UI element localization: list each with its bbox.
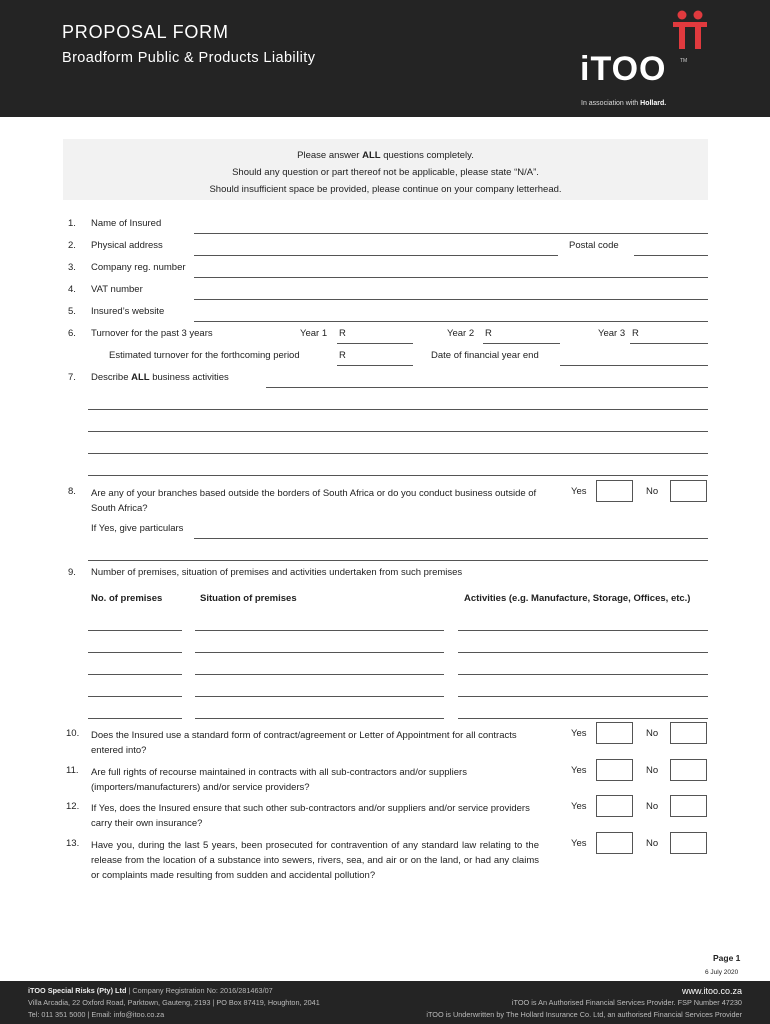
q5-number: 5. bbox=[68, 306, 76, 317]
footer-company: iTOO Special Risks (Pty) Ltd | Company Registration No: 2016/281463/07 bbox=[28, 986, 273, 995]
instruction-line-1: Please answer ALL questions completely. bbox=[297, 150, 474, 161]
q11-no-label: No bbox=[646, 765, 659, 776]
col-situation-of-premises: Situation of premises bbox=[200, 593, 297, 604]
q13-no-checkbox[interactable] bbox=[670, 832, 707, 854]
q10-no-checkbox[interactable] bbox=[670, 722, 707, 744]
q2-label: Physical address bbox=[91, 240, 163, 251]
q8-number: 8. bbox=[68, 486, 76, 497]
year1-label: Year 1 bbox=[300, 328, 328, 339]
q8-yes-checkbox[interactable] bbox=[596, 480, 633, 502]
vat-number-field[interactable] bbox=[194, 299, 708, 300]
estimated-currency: R bbox=[339, 350, 346, 361]
association-text: In association with Hollard. bbox=[581, 100, 667, 107]
footer-website[interactable]: www.itoo.co.za bbox=[681, 986, 742, 996]
premises-situation-field[interactable] bbox=[195, 674, 444, 675]
q4-label: VAT number bbox=[91, 284, 143, 295]
footer bbox=[0, 981, 770, 1024]
q8-label: Are any of your branches based outside the borders of South Africa or do you conduct business outside of South Africa? bbox=[91, 488, 537, 514]
year3-currency: R bbox=[632, 328, 639, 339]
premises-no-field[interactable] bbox=[88, 630, 182, 631]
premises-no-field[interactable] bbox=[88, 652, 182, 653]
q13-number: 13. bbox=[66, 838, 80, 849]
q12-label: If Yes, does the Insured ensure that such other sub-contractors and/or suppliers and/or service providers carry their own insurance? bbox=[91, 803, 530, 829]
company-reg-number-field[interactable] bbox=[194, 277, 708, 278]
itoo-logo bbox=[580, 8, 710, 112]
year1-turnover-field[interactable] bbox=[337, 343, 413, 344]
fy-end-field[interactable] bbox=[560, 365, 708, 366]
business-activities-line[interactable] bbox=[88, 409, 708, 410]
page-number: Page 1 bbox=[713, 953, 741, 963]
name-of-insured-field[interactable] bbox=[194, 233, 708, 234]
q13-no-label: No bbox=[646, 838, 659, 849]
premises-situation-field[interactable] bbox=[195, 696, 444, 697]
q6-number: 6. bbox=[68, 328, 76, 339]
premises-activities-field[interactable] bbox=[458, 718, 708, 719]
year1-currency: R bbox=[339, 328, 346, 339]
q11-yes-checkbox[interactable] bbox=[596, 759, 633, 781]
q11-yes-label: Yes bbox=[571, 765, 587, 776]
logo-wordmark: iTOO bbox=[580, 50, 667, 88]
page-date: 6 July 2020 bbox=[705, 969, 739, 976]
business-activities-line[interactable] bbox=[88, 431, 708, 432]
business-activities-field[interactable] bbox=[266, 387, 708, 388]
premises-activities-field[interactable] bbox=[458, 674, 708, 675]
col-activities: Activities (e.g. Manufacture, Storage, Offices, etc.) bbox=[464, 593, 691, 604]
q9-label: Number of premises, situation of premises and activities undertaken from such premises bbox=[91, 567, 463, 578]
q8-no-label: No bbox=[646, 486, 659, 497]
physical-address-field[interactable] bbox=[194, 255, 558, 256]
q10-number: 10. bbox=[66, 728, 80, 739]
q11-number: 11. bbox=[66, 765, 79, 776]
q5-label: Insured’s website bbox=[91, 306, 165, 317]
logo-trademark: TM bbox=[680, 58, 688, 64]
form-subtitle: Broadform Public & Products Liability bbox=[62, 50, 316, 66]
q10-label: Does the Insured use a standard form of contract/agreement or Letter of Appointment for all contracts entered into? bbox=[91, 730, 517, 756]
q6-label: Turnover for the past 3 years bbox=[91, 328, 213, 339]
business-activities-line[interactable] bbox=[88, 475, 708, 476]
q10-no-label: No bbox=[646, 728, 659, 739]
q8-no-checkbox[interactable] bbox=[670, 480, 707, 502]
header-banner bbox=[0, 0, 770, 117]
footer-address: Villa Arcadia, 22 Oxford Road, Parktown, Gauteng, 2193 | PO Box 87419, Houghton, 2041 bbox=[28, 998, 320, 1007]
particulars-line[interactable] bbox=[88, 560, 708, 561]
year2-currency: R bbox=[485, 328, 492, 339]
fy-end-label: Date of financial year end bbox=[431, 350, 539, 361]
particulars-field[interactable] bbox=[194, 538, 708, 539]
estimated-turnover-field[interactable] bbox=[337, 365, 413, 366]
col-no-of-premises: No. of premises bbox=[91, 593, 163, 604]
business-activities-line[interactable] bbox=[88, 453, 708, 454]
year3-label: Year 3 bbox=[598, 328, 626, 339]
instructions-box bbox=[63, 139, 708, 200]
footer-underwritten: iTOO is Underwritten by The Hollard Insurance Co. Ltd, an authorised Financial Services Provider bbox=[426, 1010, 742, 1019]
premises-situation-field[interactable] bbox=[195, 652, 444, 653]
year3-turnover-field[interactable] bbox=[630, 343, 708, 344]
premises-activities-field[interactable] bbox=[458, 630, 708, 631]
instruction-line-2: Should any question or part thereof not be applicable, please state “N/A”. bbox=[232, 167, 539, 178]
postal-code-label: Postal code bbox=[569, 240, 619, 251]
q12-number: 12. bbox=[66, 801, 80, 812]
particulars-label: If Yes, give particulars bbox=[91, 523, 184, 534]
premises-no-field[interactable] bbox=[88, 674, 182, 675]
q10-yes-checkbox[interactable] bbox=[596, 722, 633, 744]
instruction-line-3: Should insufficient space be provided, please continue on your company letterhead. bbox=[209, 184, 562, 195]
q8-yes-label: Yes bbox=[571, 486, 587, 497]
form-title: PROPOSAL FORM bbox=[62, 22, 229, 42]
q12-yes-checkbox[interactable] bbox=[596, 795, 633, 817]
people-figures-icon bbox=[672, 10, 708, 50]
hollard-brand: Hollard. bbox=[640, 100, 667, 107]
footer-fsp: iTOO is An Authorised Financial Services Provider. FSP Number 47230 bbox=[511, 998, 742, 1007]
q2-number: 2. bbox=[68, 240, 76, 251]
year2-turnover-field[interactable] bbox=[483, 343, 560, 344]
q3-number: 3. bbox=[68, 262, 76, 273]
q7-number: 7. bbox=[68, 372, 76, 383]
q12-yes-label: Yes bbox=[571, 801, 587, 812]
q13-label: Have you, during the last 5 years, been prosecuted for contravention of any standard law relating to the release from the location of a substance into sewers, rivers, sea, and air or on the land, or had any claims or complaints made resulting from sudden and accidental pollution? bbox=[91, 840, 539, 881]
estimated-turnover-label: Estimated turnover for the forthcoming period bbox=[109, 350, 300, 361]
postal-code-field[interactable] bbox=[634, 255, 708, 256]
q1-number: 1. bbox=[68, 218, 76, 229]
footer-contact: Tel: 011 351 5000 | Email: info@itoo.co.za bbox=[28, 1010, 165, 1019]
q11-no-checkbox[interactable] bbox=[670, 759, 707, 781]
premises-activities-field[interactable] bbox=[458, 652, 708, 653]
q7-label: Describe ALL business activities bbox=[91, 372, 229, 383]
q12-no-checkbox[interactable] bbox=[670, 795, 707, 817]
q4-number: 4. bbox=[68, 284, 76, 295]
premises-no-field[interactable] bbox=[88, 718, 182, 719]
q1-label: Name of Insured bbox=[91, 218, 162, 229]
website-field[interactable] bbox=[194, 321, 708, 322]
q3-label: Company reg. number bbox=[91, 262, 186, 273]
q12-no-label: No bbox=[646, 801, 659, 812]
premises-activities-field[interactable] bbox=[458, 696, 708, 697]
premises-situation-field[interactable] bbox=[195, 630, 444, 631]
q11-label: Are full rights of recourse maintained in contracts with all sub-contractors and/or suppliers (importers/manufacturers) and/or service providers? bbox=[91, 767, 467, 793]
q9-number: 9. bbox=[68, 567, 76, 578]
q10-yes-label: Yes bbox=[571, 728, 587, 739]
year2-label: Year 2 bbox=[447, 328, 475, 339]
premises-no-field[interactable] bbox=[88, 696, 182, 697]
premises-situation-field[interactable] bbox=[195, 718, 444, 719]
q13-yes-label: Yes bbox=[571, 838, 587, 849]
q13-yes-checkbox[interactable] bbox=[596, 832, 633, 854]
